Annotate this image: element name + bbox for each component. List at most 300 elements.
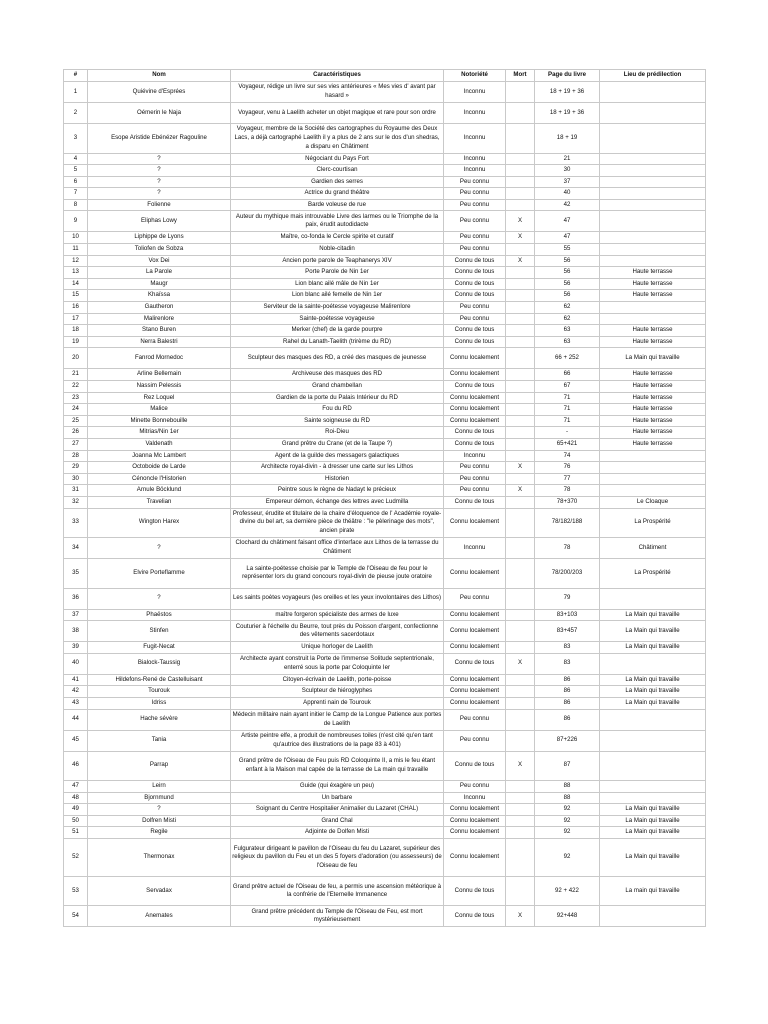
cell-favorite-place: La Prospérité <box>600 508 706 538</box>
cell-dead: X <box>506 906 535 927</box>
cell-number: 22 <box>64 381 88 393</box>
cell-dead <box>506 290 535 302</box>
header-characteristics: Caractéristiques <box>231 70 444 82</box>
cell-notoriety: Connu localement <box>444 815 506 827</box>
cell-book-page: 92 <box>535 838 600 876</box>
cell-characteristics: Barde voleuse de rue <box>231 199 444 211</box>
table-row <box>64 815 706 827</box>
cell-name: Fugit-Necat <box>88 642 231 654</box>
cell-number: 31 <box>64 485 88 497</box>
cell-favorite-place <box>600 82 706 103</box>
cell-book-page: 18 + 19 + 36 <box>535 82 600 103</box>
cell-notoriety: Connu localement <box>444 686 506 698</box>
cell-name: Arnule Böcklund <box>88 485 231 497</box>
cell-book-page: 86 <box>535 709 600 730</box>
cell-number: 53 <box>64 876 88 906</box>
cell-characteristics: Grand chambellan <box>231 381 444 393</box>
cell-number: 7 <box>64 188 88 200</box>
cell-characteristics: Voyageur, membre de la Société des cartographes du Royaume des Deux Lacs, a déjà cartographé Laelith il y a plus de 2 ans sur le dos d'un shedras, a disparu en Châtiment <box>231 124 444 154</box>
cell-number: 44 <box>64 709 88 730</box>
table-row <box>64 244 706 256</box>
cell-notoriety: Connu de tous <box>444 255 506 267</box>
cell-favorite-place <box>600 232 706 244</box>
cell-dead <box>506 302 535 314</box>
cell-dead <box>506 267 535 279</box>
cell-notoriety: Connu de tous <box>444 496 506 508</box>
cell-notoriety: Peu connu <box>444 781 506 793</box>
cell-favorite-place <box>600 792 706 804</box>
table-row <box>64 686 706 698</box>
cell-number: 8 <box>64 199 88 211</box>
cell-dead <box>506 496 535 508</box>
cell-number: 21 <box>64 369 88 381</box>
cell-number: 52 <box>64 838 88 876</box>
table-row <box>64 838 706 876</box>
cell-characteristics: Serviteur de la sainte-poétesse voyageuse Malirenlore <box>231 302 444 314</box>
cell-dead <box>506 559 535 589</box>
table-row <box>64 781 706 793</box>
cell-dead <box>506 827 535 839</box>
cell-book-page: 56 <box>535 290 600 302</box>
cell-favorite-place: Haute terrasse <box>600 427 706 439</box>
cell-notoriety: Inconnu <box>444 538 506 559</box>
cell-book-page: 74 <box>535 450 600 462</box>
cell-book-page: 71 <box>535 415 600 427</box>
cell-number: 38 <box>64 621 88 642</box>
cell-name: Toliofen de Sobza <box>88 244 231 256</box>
cell-notoriety: Peu connu <box>444 485 506 497</box>
cell-notoriety: Peu connu <box>444 588 506 609</box>
cell-favorite-place: La Main qui travaille <box>600 697 706 709</box>
cell-notoriety: Peu connu <box>444 199 506 211</box>
cell-book-page: 56 <box>535 278 600 290</box>
cell-book-page: 87 <box>535 751 600 781</box>
cell-favorite-place: Châtiment <box>600 538 706 559</box>
cell-favorite-place <box>600 176 706 188</box>
cell-number: 46 <box>64 751 88 781</box>
cell-book-page: 77 <box>535 473 600 485</box>
table-row <box>64 876 706 906</box>
cell-book-page: 92 + 422 <box>535 876 600 906</box>
cell-favorite-place: La Main qui travaille <box>600 827 706 839</box>
cell-characteristics: Apprenti nain de Tourouk <box>231 697 444 709</box>
cell-notoriety: Connu localement <box>444 392 506 404</box>
cell-name: Eliphas Lowy <box>88 211 231 232</box>
cell-number: 12 <box>64 255 88 267</box>
table-row <box>64 559 706 589</box>
cell-dead <box>506 381 535 393</box>
cell-characteristics: Clochard du châtiment faisant office d'interface aux Lithos de la terrasse du Châtiment <box>231 538 444 559</box>
cell-notoriety: Peu connu <box>444 244 506 256</box>
cell-name: Dolfren Misti <box>88 815 231 827</box>
cell-dead <box>506 697 535 709</box>
cell-number: 16 <box>64 302 88 314</box>
cell-characteristics: Gardien de la porte du Palais Intérieur du RD <box>231 392 444 404</box>
cell-book-page: 42 <box>535 199 600 211</box>
cell-characteristics: Agent de la guilde des messagers galactiques <box>231 450 444 462</box>
cell-favorite-place <box>600 255 706 267</box>
cell-book-page: 92 <box>535 804 600 816</box>
table-row <box>64 427 706 439</box>
cell-notoriety: Inconnu <box>444 153 506 165</box>
cell-book-page: 62 <box>535 313 600 325</box>
cell-name: ? <box>88 804 231 816</box>
cell-characteristics: Auteur du mythique mais introuvable Livre des larmes ou le Triomphe de la paix, érudit autodidacte <box>231 211 444 232</box>
cell-characteristics: Fulgurateur dirigeant le pavillon de l'Oiseau du feu du Lazaret, supérieur des religieux du pavillon du Feu et un des 5 foyers d'adoration (ou assesseurs) de l'Oiseau de feu <box>231 838 444 876</box>
cell-favorite-place: La Main qui travaille <box>600 686 706 698</box>
table-row <box>64 508 706 538</box>
table-row <box>64 302 706 314</box>
cell-number: 37 <box>64 609 88 621</box>
cell-number: 24 <box>64 404 88 416</box>
cell-number: 6 <box>64 176 88 188</box>
cell-favorite-place <box>600 906 706 927</box>
cell-notoriety: Peu connu <box>444 730 506 751</box>
table-row <box>64 336 706 348</box>
cell-number: 43 <box>64 697 88 709</box>
cell-book-page: 83+103 <box>535 609 600 621</box>
cell-name: Joanna Mc Lambert <box>88 450 231 462</box>
header-book-page: Page du livre <box>535 70 600 82</box>
cell-favorite-place <box>600 313 706 325</box>
cell-characteristics: Guide (qui éxagère un peu) <box>231 781 444 793</box>
table-row <box>64 450 706 462</box>
table-row <box>64 325 706 337</box>
cell-name: Thermonax <box>88 838 231 876</box>
cell-name: Wington Harex <box>88 508 231 538</box>
cell-number: 34 <box>64 538 88 559</box>
cell-favorite-place <box>600 653 706 674</box>
cell-notoriety: Inconnu <box>444 124 506 154</box>
cell-dead: X <box>506 653 535 674</box>
cell-book-page: 88 <box>535 792 600 804</box>
cell-favorite-place: La Main qui travaille <box>600 838 706 876</box>
cell-dead <box>506 348 535 369</box>
table-row <box>64 103 706 124</box>
table-row <box>64 496 706 508</box>
cell-name: ? <box>88 188 231 200</box>
table-row <box>64 653 706 674</box>
cell-dead: X <box>506 462 535 474</box>
header-notoriety: Notoriété <box>444 70 506 82</box>
cell-number: 9 <box>64 211 88 232</box>
cell-characteristics: Artiste peintre elfe, a produit de nombreuses toiles (n'est cité qu'en tant qu'autrice des illustrations de la page 83 à 401) <box>231 730 444 751</box>
cell-number: 23 <box>64 392 88 404</box>
table-row <box>64 153 706 165</box>
table-row <box>64 621 706 642</box>
table-row <box>64 313 706 325</box>
table-row <box>64 278 706 290</box>
cell-number: 48 <box>64 792 88 804</box>
cell-dead <box>506 792 535 804</box>
header-favorite-place: Lieu de prédilection <box>600 70 706 82</box>
cell-book-page: 18 + 19 <box>535 124 600 154</box>
cell-favorite-place: La Main qui travaille <box>600 804 706 816</box>
cell-favorite-place <box>600 153 706 165</box>
cell-favorite-place: La Main qui travaille <box>600 621 706 642</box>
cell-notoriety: Connu localement <box>444 404 506 416</box>
table-row <box>64 438 706 450</box>
cell-number: 26 <box>64 427 88 439</box>
cell-dead <box>506 438 535 450</box>
cell-name: ? <box>88 153 231 165</box>
cell-number: 29 <box>64 462 88 474</box>
cell-favorite-place: Le Cloaque <box>600 496 706 508</box>
cell-notoriety: Connu localement <box>444 369 506 381</box>
cell-name: Elvire Porteflamme <box>88 559 231 589</box>
cell-characteristics: Sainte soigneuse du RD <box>231 415 444 427</box>
cell-notoriety: Inconnu <box>444 450 506 462</box>
cell-dead <box>506 781 535 793</box>
cell-number: 33 <box>64 508 88 538</box>
cell-number: 19 <box>64 336 88 348</box>
cell-name: Maugr <box>88 278 231 290</box>
cell-favorite-place: La Main qui travaille <box>600 674 706 686</box>
cell-notoriety: Inconnu <box>444 103 506 124</box>
table-row <box>64 211 706 232</box>
cell-characteristics: Merker (chef) de la garde pourpre <box>231 325 444 337</box>
cell-characteristics: Grand prêtre de l'Oiseau de Feu puis RD Coloquinte II, a mis le feu étant enfant à la Maison mal capée de la terrasse de La main qui travaille <box>231 751 444 781</box>
cell-characteristics: Grand prêtre actuel de l'Oiseau de feu, a permis une ascension météorique à la confrérie de l'Eternelle Immanence <box>231 876 444 906</box>
cell-dead <box>506 244 535 256</box>
cell-characteristics: Un barbare <box>231 792 444 804</box>
cell-notoriety: Peu connu <box>444 232 506 244</box>
cell-characteristics: Sculpteur de hiéroglyphes <box>231 686 444 698</box>
cell-book-page: 78 <box>535 485 600 497</box>
cell-dead <box>506 838 535 876</box>
cell-dead <box>506 804 535 816</box>
header-row <box>64 70 706 82</box>
cell-book-page: 92+448 <box>535 906 600 927</box>
cell-book-page: 63 <box>535 325 600 337</box>
cell-notoriety: Peu connu <box>444 188 506 200</box>
table-row <box>64 588 706 609</box>
cell-book-page: 78+370 <box>535 496 600 508</box>
cell-dead <box>506 642 535 654</box>
cell-book-page: 37 <box>535 176 600 188</box>
cell-number: 10 <box>64 232 88 244</box>
cell-notoriety: Peu connu <box>444 473 506 485</box>
cell-characteristics: maître forgeron spécialiste des armes de luxe <box>231 609 444 621</box>
cell-dead <box>506 538 535 559</box>
cell-dead: X <box>506 255 535 267</box>
cell-favorite-place <box>600 450 706 462</box>
table-row <box>64 267 706 279</box>
cell-favorite-place <box>600 485 706 497</box>
cell-favorite-place: Haute terrasse <box>600 369 706 381</box>
cell-notoriety: Connu localement <box>444 804 506 816</box>
cell-favorite-place: Haute terrasse <box>600 267 706 279</box>
cell-name: Khaïssa <box>88 290 231 302</box>
cell-characteristics: Clerc-courtisan <box>231 165 444 177</box>
cell-book-page: 79 <box>535 588 600 609</box>
table-row <box>64 473 706 485</box>
cell-characteristics: Grand prêtre du Crane (et de la Taupe ?) <box>231 438 444 450</box>
cell-dead: X <box>506 211 535 232</box>
cell-book-page: 55 <box>535 244 600 256</box>
cell-book-page: - <box>535 427 600 439</box>
cell-notoriety: Connu localement <box>444 642 506 654</box>
cell-favorite-place <box>600 211 706 232</box>
cell-characteristics: Peintre sous le règne de Nadayt le précieux <box>231 485 444 497</box>
cell-name: ? <box>88 538 231 559</box>
cell-dead: X <box>506 485 535 497</box>
cell-characteristics: Grand prêtre précédent du Temple de l'Oiseau de Feu, est mort mystérieusement <box>231 906 444 927</box>
cell-notoriety: Connu de tous <box>444 876 506 906</box>
cell-characteristics: Empereur démon, échange des lettres avec Ludmilla <box>231 496 444 508</box>
cell-dead <box>506 815 535 827</box>
cell-dead <box>506 709 535 730</box>
cell-name: Regile <box>88 827 231 839</box>
cell-notoriety: Connu localement <box>444 838 506 876</box>
cell-dead <box>506 188 535 200</box>
cell-favorite-place <box>600 199 706 211</box>
cell-notoriety: Connu de tous <box>444 427 506 439</box>
cell-characteristics: Négociant du Pays Fort <box>231 153 444 165</box>
cell-name: Nerra Balestri <box>88 336 231 348</box>
cell-book-page: 30 <box>535 165 600 177</box>
cell-favorite-place: Haute terrasse <box>600 278 706 290</box>
cell-name: Rez Loquel <box>88 392 231 404</box>
cell-favorite-place: Haute terrasse <box>600 415 706 427</box>
cell-characteristics: Adjointe de Dolfen Misti <box>231 827 444 839</box>
cell-number: 1 <box>64 82 88 103</box>
cell-notoriety: Peu connu <box>444 313 506 325</box>
cell-name: Malice <box>88 404 231 416</box>
cell-dead <box>506 609 535 621</box>
cell-characteristics: Gardien des serres <box>231 176 444 188</box>
cell-dead <box>506 674 535 686</box>
cell-name: Hache sévère <box>88 709 231 730</box>
cell-favorite-place <box>600 751 706 781</box>
table-row <box>64 730 706 751</box>
cell-notoriety: Inconnu <box>444 165 506 177</box>
cell-name: Anemates <box>88 906 231 927</box>
cell-name: Arline Bellemain <box>88 369 231 381</box>
cell-favorite-place <box>600 730 706 751</box>
cell-notoriety: Connu localement <box>444 415 506 427</box>
cell-number: 41 <box>64 674 88 686</box>
cell-name: Parrap <box>88 751 231 781</box>
cell-dead <box>506 686 535 698</box>
cell-name: Stinfen <box>88 621 231 642</box>
cell-characteristics: Professeur, érudite et titulaire de la chaire d'éloquence de l' Académie royale-divine du bel art, sa dernière pièce de théâtre : "le pèlerinage des mots", ancien pirate <box>231 508 444 538</box>
cell-favorite-place: Haute terrasse <box>600 290 706 302</box>
cell-number: 32 <box>64 496 88 508</box>
cell-number: 28 <box>64 450 88 462</box>
cell-notoriety: Connu localement <box>444 621 506 642</box>
cell-characteristics: Grand Chal <box>231 815 444 827</box>
cell-characteristics: Architecte royal-divin - à dresser une carte sur les Lithos <box>231 462 444 474</box>
cell-favorite-place <box>600 188 706 200</box>
cell-number: 17 <box>64 313 88 325</box>
cell-number: 36 <box>64 588 88 609</box>
cell-favorite-place <box>600 124 706 154</box>
cell-favorite-place <box>600 473 706 485</box>
cell-name: Travelian <box>88 496 231 508</box>
table-row <box>64 348 706 369</box>
cell-favorite-place <box>600 302 706 314</box>
cell-dead <box>506 103 535 124</box>
cell-name: Octoboide de Larde <box>88 462 231 474</box>
cell-number: 35 <box>64 559 88 589</box>
cell-name: La Parole <box>88 267 231 279</box>
cell-characteristics: Couturier à l'échelle du Beurre, tout près du Poisson d'argent, confectionne des vêtements sacerdotaux <box>231 621 444 642</box>
cell-notoriety: Peu connu <box>444 462 506 474</box>
cell-dead <box>506 153 535 165</box>
cell-number: 27 <box>64 438 88 450</box>
cell-name: Tourouk <box>88 686 231 698</box>
cell-name: Fanrod Mornedoc <box>88 348 231 369</box>
cell-name: Valdenath <box>88 438 231 450</box>
cell-name: Malirenlore <box>88 313 231 325</box>
cell-book-page: 71 <box>535 392 600 404</box>
cell-characteristics: Roi-Dieu <box>231 427 444 439</box>
cell-name: Esope Aristide Ebénézer Ragouline <box>88 124 231 154</box>
cell-characteristics: Soignant du Centre Hospitalier Animalier du Lazaret (CHAL) <box>231 804 444 816</box>
cell-characteristics: Architecte ayant construit la Porte de l'immense Solitude septentrionale, enterré sous la porte par Coloquinte Ier <box>231 653 444 674</box>
cell-notoriety: Connu de tous <box>444 906 506 927</box>
table-row <box>64 609 706 621</box>
table-row <box>64 369 706 381</box>
cell-notoriety: Connu de tous <box>444 751 506 781</box>
table-row <box>64 381 706 393</box>
cell-notoriety: Connu localement <box>444 609 506 621</box>
cell-characteristics: Porte Parole de Nin 1er <box>231 267 444 279</box>
cell-favorite-place <box>600 709 706 730</box>
cell-dead <box>506 176 535 188</box>
cell-dead: X <box>506 232 535 244</box>
cell-number: 54 <box>64 906 88 927</box>
cell-book-page: 63 <box>535 336 600 348</box>
cell-favorite-place <box>600 103 706 124</box>
cell-characteristics: Sainte-poétesse voyageuse <box>231 313 444 325</box>
table-row <box>64 232 706 244</box>
table-row <box>64 82 706 103</box>
cell-number: 51 <box>64 827 88 839</box>
cell-dead <box>506 392 535 404</box>
cell-number: 18 <box>64 325 88 337</box>
cell-book-page: 21 <box>535 153 600 165</box>
cell-favorite-place <box>600 244 706 256</box>
cell-dead <box>506 82 535 103</box>
cell-favorite-place <box>600 588 706 609</box>
cell-number: 30 <box>64 473 88 485</box>
cell-characteristics: Lion blanc ailé femelle de Nin 1er <box>231 290 444 302</box>
cell-book-page: 66 <box>535 369 600 381</box>
cell-dead <box>506 427 535 439</box>
cell-favorite-place: La main qui travaille <box>600 876 706 906</box>
cell-number: 5 <box>64 165 88 177</box>
cell-dead <box>506 588 535 609</box>
cell-notoriety: Connu de tous <box>444 381 506 393</box>
cell-name: Nassim Pelessis <box>88 381 231 393</box>
cell-favorite-place: La Main qui travaille <box>600 609 706 621</box>
table-row <box>64 165 706 177</box>
cell-name: Leirn <box>88 781 231 793</box>
header-name: Nom <box>88 70 231 82</box>
cell-name: Hildefons-René de Castelluisant <box>88 674 231 686</box>
table-row <box>64 255 706 267</box>
cell-notoriety: Connu localement <box>444 348 506 369</box>
cell-number: 40 <box>64 653 88 674</box>
cell-name: ? <box>88 165 231 177</box>
table-row <box>64 804 706 816</box>
cell-book-page: 62 <box>535 302 600 314</box>
cell-notoriety: Connu localement <box>444 827 506 839</box>
cell-name: Phaëstos <box>88 609 231 621</box>
cell-characteristics: Noble-citadin <box>231 244 444 256</box>
